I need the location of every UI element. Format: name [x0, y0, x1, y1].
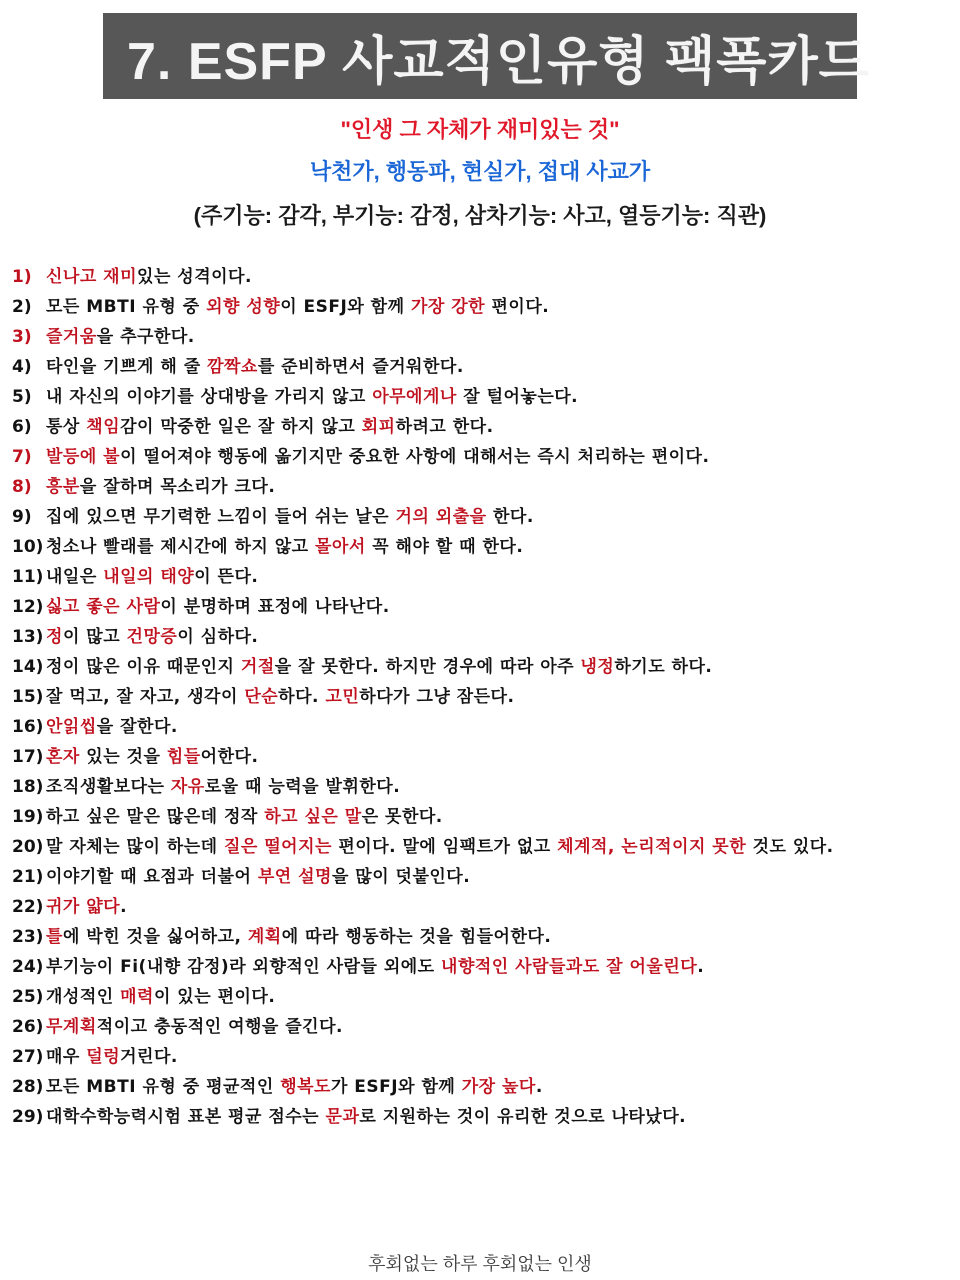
highlight-text: 깜짝쇼 — [207, 357, 258, 377]
text-segment: . — [120, 897, 128, 917]
text-segment: 을 잘한다. — [96, 717, 178, 737]
text-segment: 이 분명하며 표정에 나타난다. — [160, 597, 390, 617]
item-number: 7) — [12, 447, 32, 467]
text-segment: 하고 싶은 말은 많은데 정작 — [46, 807, 265, 827]
item-text — [46, 592, 942, 622]
item-number: 13) — [12, 627, 44, 647]
item-text — [46, 1072, 942, 1102]
text-segment: 잘 털어놓는다. — [456, 387, 579, 407]
highlight-text: 귀가 얇다 — [46, 897, 121, 917]
text-segment: 부기능이 Fi(내향 감정)라 외향적인 사람들 외에도 — [46, 957, 442, 977]
highlight-text: 안읽씹 — [46, 717, 97, 737]
list-item — [12, 982, 942, 1012]
text-segment: 타인을 기쁘게 해 줄 — [46, 357, 208, 377]
list-item — [12, 592, 942, 622]
text-segment: 을 추구한다. — [96, 327, 195, 347]
highlight-text: 질은 떨어지는 — [223, 837, 332, 857]
highlight-text: 체계적, 논리적이지 못한 — [557, 837, 747, 857]
trait-list — [12, 262, 942, 1132]
text-segment: 감이 막중한 일은 잘 하지 않고 — [120, 417, 362, 437]
highlight-text: 외향 성향 — [206, 297, 281, 317]
text-segment: 하다가 그냥 잠든다. — [359, 687, 515, 707]
item-number: 2) — [12, 297, 32, 317]
item-number: 11) — [12, 567, 44, 587]
text-segment: 편이다. — [485, 297, 550, 317]
list-item — [12, 622, 942, 652]
item-number: 25) — [12, 987, 44, 1007]
item-text — [46, 922, 942, 952]
text-segment: 가 ESFJ와 함께 — [330, 1077, 462, 1097]
text-segment: 은 못한다. — [361, 807, 443, 827]
item-number: 23) — [12, 927, 44, 947]
item-text — [46, 862, 942, 892]
list-item — [12, 292, 942, 322]
item-number: 27) — [12, 1047, 44, 1067]
item-text — [46, 292, 942, 322]
text-segment: 정이 많은 이유 때문인지 — [46, 657, 241, 677]
item-text — [46, 622, 942, 652]
list-item — [12, 652, 942, 682]
item-number: 1) — [12, 267, 32, 287]
text-segment: 을 잘 못한다. 하지만 경우에 따라 아주 — [274, 657, 581, 677]
highlight-text: 싫고 좋은 사람 — [46, 597, 161, 617]
item-text — [46, 562, 942, 592]
item-number: 20) — [12, 837, 44, 857]
text-segment: 것도 있다. — [746, 837, 834, 857]
text-segment: 내일은 — [46, 567, 104, 587]
text-segment: 이 떨어져야 행동에 옮기지만 중요한 사항에 대해서는 즉시 처리하는 편이다. — [120, 447, 710, 467]
list-item — [12, 952, 942, 982]
text-segment: 을 많이 덧붙인다. — [331, 867, 471, 887]
list-item — [12, 1102, 942, 1132]
highlight-text: 건망증 — [126, 627, 178, 647]
list-item — [12, 532, 942, 562]
highlight-text: 행복도 — [280, 1077, 331, 1097]
text-segment: 를 준비하면서 즐거워한다. — [257, 357, 464, 377]
text-segment: 모든 MBTI 유형 중 — [46, 297, 207, 317]
item-number: 28) — [12, 1077, 44, 1097]
highlight-text: 내일의 태양 — [103, 567, 195, 587]
text-segment: 모든 MBTI 유형 중 평균적인 — [46, 1077, 281, 1097]
list-item — [12, 922, 942, 952]
highlight-text: 신나고 재미 — [46, 267, 138, 287]
list-item — [12, 1012, 942, 1042]
item-number: 17) — [12, 747, 44, 767]
list-item — [12, 352, 942, 382]
text-segment: 개성적인 — [46, 987, 121, 1007]
item-text — [46, 412, 942, 442]
item-number: 24) — [12, 957, 44, 977]
text-segment: 이 많고 — [62, 627, 127, 647]
item-text — [46, 892, 942, 922]
text-segment: 어한다. — [200, 747, 259, 767]
item-number: 5) — [12, 387, 32, 407]
text-segment: 을 잘하며 목소리가 크다. — [79, 477, 276, 497]
highlight-text: 덜렁 — [86, 1047, 121, 1067]
item-number: 6) — [12, 417, 32, 437]
highlight-text: 몰아서 — [315, 537, 366, 557]
item-number: 26) — [12, 1017, 44, 1037]
text-segment: 에 박힌 것을 싫어하고, — [62, 927, 248, 947]
highlight-text: 가장 강한 — [410, 297, 486, 317]
item-number: 10) — [12, 537, 44, 557]
highlight-text: 혼자 — [46, 747, 80, 767]
item-number: 12) — [12, 597, 44, 617]
item-text — [46, 322, 942, 352]
item-text — [46, 352, 942, 382]
item-text — [46, 382, 942, 412]
text-segment: 통상 — [46, 417, 87, 437]
list-item — [12, 382, 942, 412]
highlight-text: 하고 싶은 말 — [264, 807, 362, 827]
text-segment: 이 뜬다. — [194, 567, 259, 587]
cognitive-functions: (주기능: 감각, 부기능: 감정, 삼차기능: 사고, 열등기능: 직관) — [193, 203, 767, 228]
text-segment: 적이고 충동적인 여행을 즐긴다. — [96, 1017, 343, 1037]
list-item — [12, 832, 942, 862]
footer-caption: 후회없는 하루 후회없는 인생 — [368, 1254, 592, 1274]
text-segment: 이야기할 때 요점과 더불어 — [46, 867, 258, 887]
text-segment: 청소나 빨래를 제시간에 하지 않고 — [46, 537, 315, 557]
highlight-text: 아무에게나 — [372, 387, 457, 407]
item-number: 15) — [12, 687, 44, 707]
item-text — [46, 652, 942, 682]
highlight-text: 회피 — [361, 417, 396, 437]
highlight-text: 무계획 — [46, 1017, 97, 1037]
list-item — [12, 262, 942, 292]
item-text — [46, 1102, 942, 1132]
text-segment: 한다. — [486, 507, 534, 527]
list-item — [12, 712, 942, 742]
text-segment: 로 지원하는 것이 유리한 것으로 나타났다. — [359, 1107, 687, 1127]
item-number: 4) — [12, 357, 32, 377]
text-segment: 대학수학능력시험 표본 평균 점수는 — [46, 1107, 326, 1127]
highlight-text: 냉정 — [580, 657, 615, 677]
highlight-text: 내향적인 사람들과도 잘 어울린다 — [441, 957, 698, 977]
text-segment: . — [535, 1077, 543, 1097]
item-text — [46, 712, 942, 742]
highlight-text: 자유 — [170, 777, 205, 797]
text-segment: 집에 있으면 무기력한 느낌이 들어 쉬는 날은 — [46, 507, 396, 527]
item-number: 22) — [12, 897, 44, 917]
item-text — [46, 472, 942, 502]
text-segment: 조직생활보다는 — [46, 777, 171, 797]
text-segment: 꼭 해야 할 때 한다. — [365, 537, 524, 557]
item-text — [46, 802, 942, 832]
text-segment: 이 ESFJ와 함께 — [280, 297, 411, 317]
item-number: 18) — [12, 777, 44, 797]
item-text — [46, 952, 942, 982]
text-segment: 하다. — [278, 687, 326, 707]
text-segment: . — [697, 957, 705, 977]
highlight-text: 문과 — [325, 1107, 360, 1127]
item-text — [46, 442, 942, 472]
text-segment: 편이다. 말에 임팩트가 없고 — [331, 837, 558, 857]
list-item — [12, 1072, 942, 1102]
text-segment: 하려고 한다. — [395, 417, 494, 437]
highlight-text: 흥분 — [46, 477, 80, 497]
text-segment: 로울 때 능력을 발휘한다. — [204, 777, 401, 797]
list-item — [12, 892, 942, 922]
item-number: 3) — [12, 327, 32, 347]
list-item — [12, 322, 942, 352]
item-text — [46, 1042, 942, 1072]
list-item — [12, 502, 942, 532]
text-segment: 있는 것을 — [79, 747, 167, 767]
list-item — [12, 472, 942, 502]
item-text — [46, 1012, 942, 1042]
text-segment: 내 자신의 이야기를 상대방을 가리지 않고 — [46, 387, 373, 407]
title-banner — [103, 13, 870, 99]
item-number: 16) — [12, 717, 44, 737]
highlight-text: 정 — [46, 627, 63, 647]
highlight-text: 틀 — [46, 927, 63, 947]
highlight-text: 발등에 불 — [46, 447, 121, 467]
highlight-text: 거절 — [240, 657, 275, 677]
text-segment: 잘 먹고, 잘 자고, 생각이 — [46, 687, 245, 707]
list-item — [12, 412, 942, 442]
highlight-text: 책임 — [86, 417, 121, 437]
item-text — [46, 742, 942, 772]
page-title: 7. ESFP 사교적인유형 팩폭카드 — [127, 32, 870, 91]
highlight-text: 즐거움 — [46, 327, 97, 347]
text-segment: 이 심하다. — [177, 627, 259, 647]
item-text — [46, 532, 942, 562]
list-item — [12, 442, 942, 472]
highlight-text: 고민 — [325, 687, 360, 707]
list-item — [12, 802, 942, 832]
quote-text: "인생 그 자체가 재미있는 것" — [340, 117, 620, 142]
item-number: 14) — [12, 657, 44, 677]
list-item — [12, 862, 942, 892]
highlight-text: 부연 설명 — [257, 867, 332, 887]
list-item — [12, 682, 942, 712]
list-item — [12, 1042, 942, 1072]
item-text — [46, 982, 942, 1012]
text-segment: 매우 — [46, 1047, 87, 1067]
list-item — [12, 562, 942, 592]
text-segment: 있는 성격이다. — [137, 267, 252, 287]
item-text — [46, 772, 942, 802]
item-number: 21) — [12, 867, 44, 887]
item-text — [46, 682, 942, 712]
highlight-text: 계획 — [247, 927, 282, 947]
item-number: 29) — [12, 1107, 44, 1127]
text-segment: 에 따라 행동하는 것을 힘들어한다. — [281, 927, 552, 947]
text-segment: 말 자체는 많이 하는데 — [46, 837, 224, 857]
list-item — [12, 772, 942, 802]
item-number: 9) — [12, 507, 32, 527]
list-item — [12, 742, 942, 772]
highlight-text: 매력 — [120, 987, 154, 1007]
highlight-text: 힘들 — [166, 747, 201, 767]
text-segment: 이 있는 편이다. — [153, 987, 276, 1007]
item-text — [46, 832, 942, 862]
highlight-text: 단순 — [244, 687, 279, 707]
text-segment: 거린다. — [120, 1047, 178, 1067]
personality-tags: 낙천가, 행동파, 현실가, 접대 사교가 — [309, 159, 651, 184]
highlight-text: 가장 높다 — [461, 1077, 536, 1097]
text-segment: 하기도 하다. — [614, 657, 713, 677]
highlight-text: 거의 외출을 — [395, 507, 487, 527]
item-text — [46, 502, 942, 532]
item-number: 8) — [12, 477, 32, 497]
item-text — [46, 262, 942, 292]
item-number: 19) — [12, 807, 44, 827]
